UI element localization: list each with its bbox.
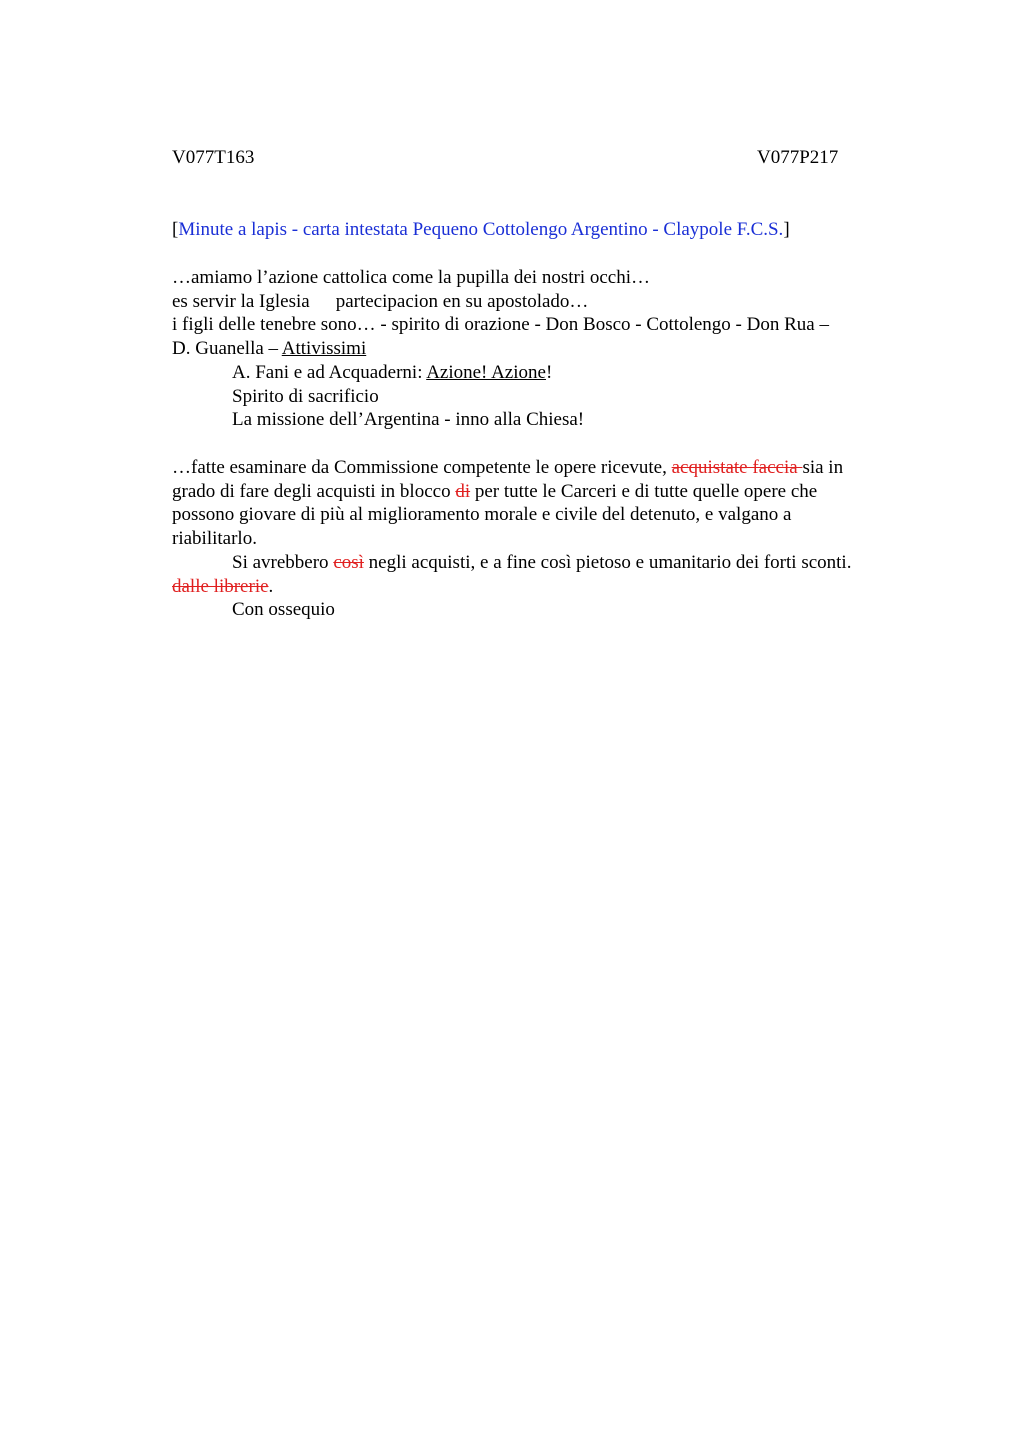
deleted-text: acquistate faccia [671,457,803,478]
underlined-attivissimi: Attivissimi [281,338,367,359]
paragraph-line-4: riabilitarlo. [172,528,257,549]
closing-salutation: Con ossequio [232,599,335,620]
editorial-note [172,218,790,242]
note-close-bracket: ] [783,219,790,240]
text-line-7: La missione dell’Argentina - inno alla Chiesa! [232,409,585,430]
text-line-6: Spirito di sacrificio [232,386,379,407]
left-reference-code: V077T163 [172,147,255,168]
right-reference-code: V077P217 [757,147,839,168]
paragraph-line-2 [172,480,817,504]
paragraph-line-5-start: Si avrebbero [232,552,334,573]
text-line-4 [172,337,366,361]
deleted-text: dalle librerie [172,576,269,597]
text-line-5-prefix: A. Fani e ad Acquaderni: [232,362,427,383]
paragraph-line-1-text: …fatte esaminare da Commissione competente le opere ricevute, [172,457,672,478]
paragraph-line-1-end: sia in [802,457,844,478]
paragraph-line-5-end: negli acquisti, e a fine così pietoso e umanitario dei forti sconti. [363,552,852,573]
paragraph-line-6 [172,575,273,599]
text-line-3: i figli delle tenebre sono… - spirito di orazione - Don Bosco - Cottolengo - Don Rua – [172,314,829,335]
paragraph-line-6-end: . [268,576,274,597]
text-line-5-suffix: ! [545,362,553,383]
text-line-2-part-b: partecipacion en su apostolado… [335,291,589,312]
paragraph-line-2-end: per tutte le Carceri e di tutte quelle opere che [470,481,818,502]
paragraph-line-5 [232,551,851,575]
text-line-5 [232,361,552,385]
text-line-4-prefix: D. Guanella – [172,338,282,359]
text-line-1: …amiamo l’azione cattolica come la pupilla dei nostri occhi… [172,267,650,288]
paragraph-line-3: possono giovare di più al miglioramento morale e civile del detenuto, e valgano a [172,504,792,525]
note-text: Minute a lapis - carta intestata Pequeno Cottolengo Argentino - Claypole F.C.S. [178,219,784,240]
underlined-azione: Azione! Azione [426,362,546,383]
paragraph-line-1 [172,456,843,480]
text-line-2 [172,290,588,314]
deleted-text: di [455,481,471,502]
deleted-text: così [333,552,364,573]
paragraph-line-2-text: grado di fare degli acquisti in blocco [172,481,456,502]
note-open-bracket: [ [172,219,179,240]
text-line-2-part-a: es servir la Iglesia [172,291,310,312]
